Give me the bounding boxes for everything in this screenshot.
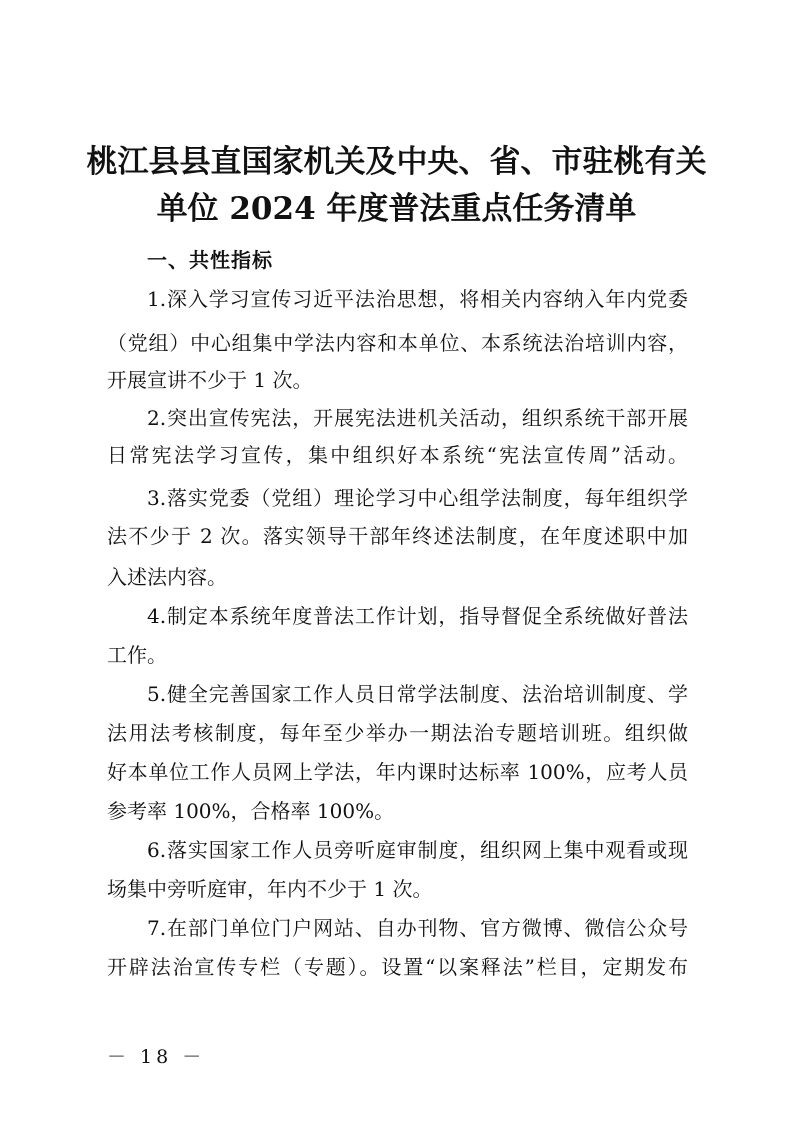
paragraph-line: 法不少于 2 次。落实领导干部年终述法制度，在年度述职中加 xyxy=(107,524,688,548)
paragraph-line: 参考率 100%，合格率 100%。 xyxy=(107,799,395,823)
section-heading: 一、共性指标 xyxy=(147,248,273,272)
paragraph-line: 法用法考核制度，每年至少举办一期法治专题培训班。组织做 xyxy=(107,721,688,745)
paragraph-line: 日常宪法学习宣传，集中组织好本系统“宪法宣传周”活动。 xyxy=(107,443,688,467)
paragraph-line: 入述法内容。 xyxy=(107,565,227,589)
paragraph-line: 开展宣讲不少于 1 次。 xyxy=(107,368,313,392)
paragraph-line: 3.落实党委（党组）理论学习中心组学法制度，每年组织学 xyxy=(147,486,688,510)
paragraph-line: 开辟法治宣传专栏（专题）。设置“以案释法”栏目，定期发布 xyxy=(107,955,688,979)
paragraph-line: 5.健全完善国家工作人员日常学法制度、法治培训制度、学 xyxy=(147,682,688,706)
paragraph-line: 6.落实国家工作人员旁听庭审制度，组织网上集中观看或现 xyxy=(147,838,688,862)
paragraph-line: 1.深入学习宣传习近平法治思想，将相关内容纳入年内党委 xyxy=(147,287,688,311)
paragraph-line: 7.在部门单位门户网站、自办刊物、官方微博、微信公众号 xyxy=(147,916,688,940)
page-title-line-1: 桃江县县直国家机关及中央、省、市驻桃有关 xyxy=(86,144,707,180)
paragraph-line: 好本单位工作人员网上学法，年内课时达标率 100%，应考人员 xyxy=(107,760,688,784)
paragraph-line: 2.突出宣传宪法，开展宪法进机关活动，组织系统干部开展 xyxy=(147,406,688,430)
paragraph-line: （党组）中心组集中学法内容和本单位、本系统法治培训内容， xyxy=(107,331,688,355)
paragraph-line: 工作。 xyxy=(107,643,167,667)
paragraph-line: 场集中旁听庭审，年内不少于 1 次。 xyxy=(107,877,433,901)
page-title-line-2: 单位 2024 年度普法重点任务清单 xyxy=(156,191,637,227)
page-number: － 18 － xyxy=(107,1046,206,1068)
paragraph-line: 4.制定本系统年度普法工作计划，指导督促全系统做好普法 xyxy=(147,604,688,628)
